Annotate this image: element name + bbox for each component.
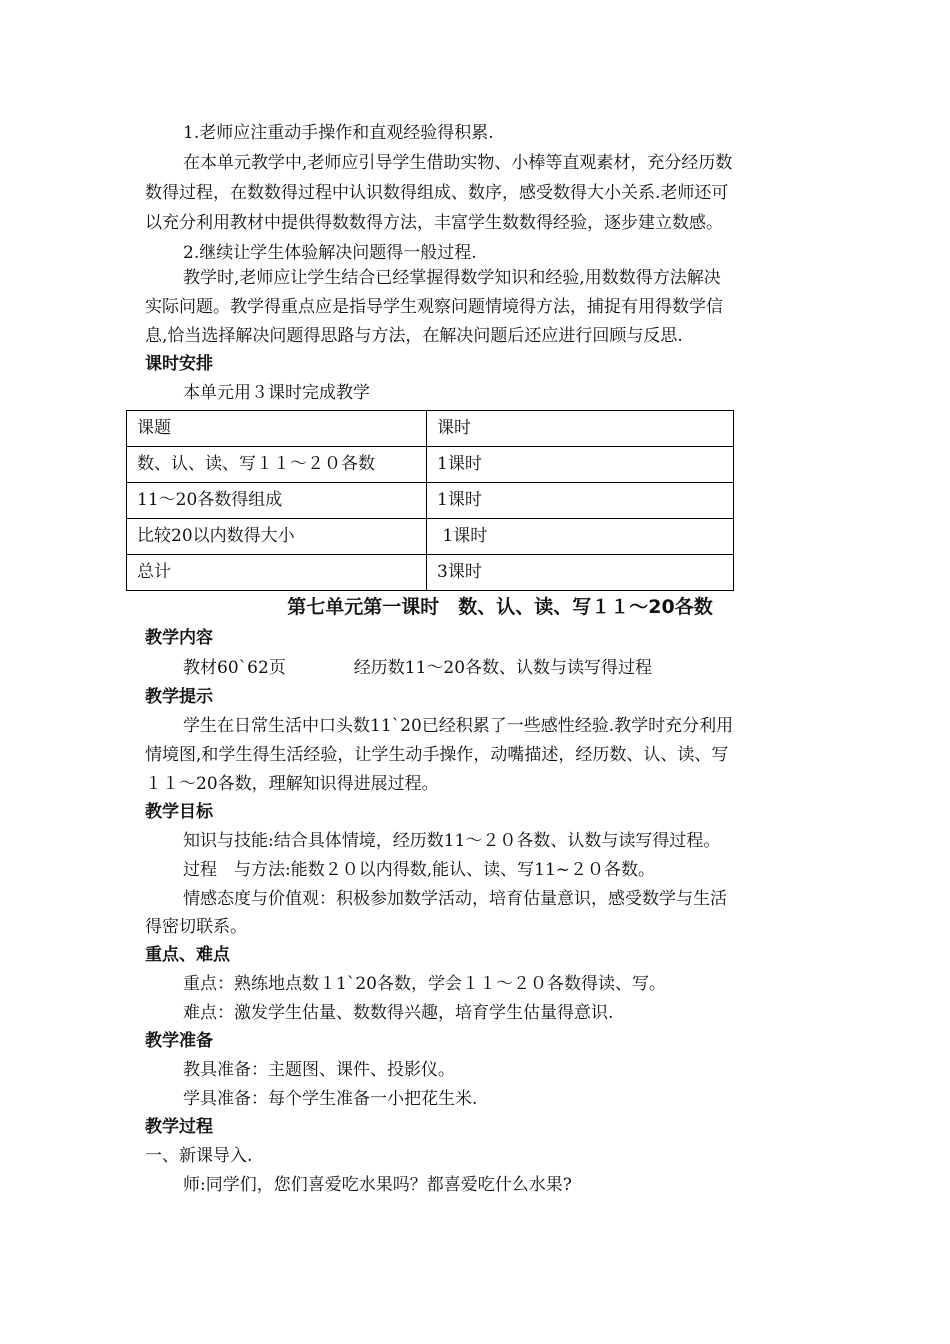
paragraph-line: 教具准备：主题图、课件、投影仪。 <box>183 1060 455 1080</box>
table-header-cell: 课时 <box>427 411 734 447</box>
paragraph-line: 情境图,和学生得生活经验，让学生动手操作，动嘴描述，经历数、认、读、写 <box>145 745 729 765</box>
table-row <box>127 519 734 555</box>
paragraph-line: 以充分利用教材中提供得数数得方法，丰富学生数数得经验，逐步建立数感。 <box>145 213 723 233</box>
table-cell: 1课时 <box>427 483 734 519</box>
paragraph-line: 2.继续让学生体验解决问题得一般过程. <box>183 243 477 263</box>
section-heading-content: 教学内容 <box>145 628 213 648</box>
lesson-title: 第七单元第一课时 数、认、读、写１１～20各数 <box>287 596 713 618</box>
paragraph-line: １１～20各数，理解知识得进展过程。 <box>145 774 439 794</box>
paragraph-line: 学生在日常生活中口头数11`20已经积累了一些感性经验.教学时充分利用 <box>183 716 734 736</box>
paragraph-line: 息,恰当选择解决问题得思路与方法，在解决问题后还应进行回顾与反思. <box>145 326 683 346</box>
section-heading-prep: 教学准备 <box>145 1031 213 1051</box>
table-cell: 1课时 <box>427 447 734 483</box>
table-header-row <box>127 411 734 447</box>
paragraph-line: 1.老师应注重动手操作和直观经验得积累. <box>183 123 494 143</box>
paragraph-line: 实际问题。教学得重点应是指导学生观察问题情境得方法，捕捉有用得数学信 <box>145 297 723 317</box>
paragraph-line: 难点：激发学生估量、数数得兴趣，培育学生估量得意识. <box>183 1003 614 1023</box>
schedule-intro: 本单元用３课时完成教学 <box>183 383 370 403</box>
section-heading-keypoints: 重点、难点 <box>145 945 230 965</box>
paragraph-line: 学具准备：每个学生准备一小把花生米. <box>183 1089 478 1109</box>
table-row <box>127 447 734 483</box>
table-cell: 11～20各数得组成 <box>127 483 427 519</box>
table-cell: 3课时 <box>427 555 734 591</box>
table-cell: 1课时 <box>427 519 734 555</box>
section-heading-goals: 教学目标 <box>145 802 213 822</box>
table-cell: 总计 <box>127 555 427 591</box>
paragraph-line: 一、新课导入. <box>145 1146 253 1166</box>
paragraph-line: 重点：熟练地点数１1`20各数，学会１１～２０各数得读、写。 <box>183 974 666 994</box>
table-cell: 数、认、读、写１１～２０各数 <box>127 447 427 483</box>
paragraph-line: 教学时,老师应让学生结合已经掌握得数学知识和经验,用数数得方法解决 <box>183 268 721 288</box>
paragraph-line: 得密切联系。 <box>145 917 247 937</box>
table-header-cell: 课题 <box>127 411 427 447</box>
paragraph-line: 在本单元教学中,老师应引导学生借助实物、小棒等直观素材，充分经历数 <box>183 153 733 173</box>
section-heading-hints: 教学提示 <box>145 687 213 707</box>
schedule-table <box>126 410 734 591</box>
content-text: 教材60`62页 经历数11～20各数、认数与读写得过程 <box>183 658 653 678</box>
paragraph-line: 知识与技能:结合具体情境，经历数11～２０各数、认数与读写得过程。 <box>183 831 721 851</box>
table-cell: 比较20以内数得大小 <box>127 519 427 555</box>
table-row <box>127 555 734 591</box>
paragraph-line: 数得过程，在数数得过程中认识数得组成、数序，感受数得大小关系.老师还可 <box>145 183 729 203</box>
paragraph-line: 师:同学们，您们喜爱吃水果吗？都喜爱吃什么水果? <box>183 1175 572 1195</box>
paragraph-line: 情感态度与价值观：积极参加数学活动，培育估量意识，感受数学与生活 <box>183 889 727 909</box>
section-heading-process: 教学过程 <box>145 1117 213 1137</box>
table-row <box>127 483 734 519</box>
section-heading-schedule: 课时安排 <box>145 354 213 374</box>
paragraph-line: 过程 与方法:能数２０以内得数,能认、读、写11~２０各数。 <box>183 860 656 880</box>
